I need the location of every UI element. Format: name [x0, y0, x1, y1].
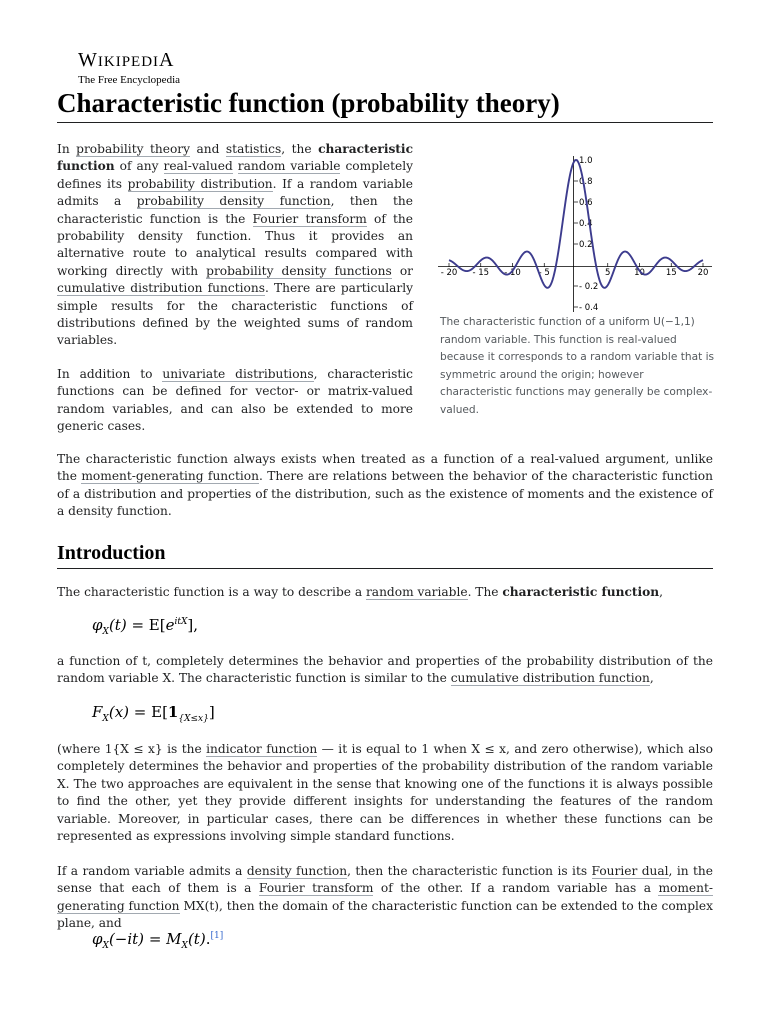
link-fourier-transform[interactable]: Fourier transform — [252, 211, 367, 226]
y-tick-label: 1.0 — [579, 156, 593, 166]
equation-cdf: $F_X(x) = E[1_{\{X\le x\}}]$ — [92, 703, 215, 724]
logo-wordmark: WIKIPEDIA — [78, 49, 175, 71]
link-density-function[interactable]: density function — [246, 864, 348, 878]
section-paragraph-2: a function of t, completely determines the behavior and properties of the probability distribution of the random variable X. The characteristic function is similar to the cumulative distribution function, — [57, 654, 713, 686]
y-tick-label: - 0.2 — [579, 282, 599, 292]
section-paragraph-4: If a random variable admits a density function, then the characteristic function is its Fourier dual, in the sense that each of them is a Fourier transform of the other. If a random variable has a moment-generating function MX(t), then the domain of the characteristic function can be extended to the complex plane, and — [57, 864, 714, 931]
x-tick-label: 15 — [665, 268, 677, 278]
link-indicator-function[interactable]: indicator function — [206, 742, 318, 756]
x-tick-label: - 5 — [538, 268, 550, 278]
page-title: Characteristic function (probability theory) — [57, 86, 713, 123]
link-real-valued[interactable]: real-valued — [163, 159, 233, 174]
y-tick-label: - 0.4 — [579, 303, 599, 313]
link-cumulative-distribution-functions[interactable]: cumulative distribution functions — [57, 281, 265, 296]
x-tick-label: 10 — [634, 268, 645, 278]
x-tick-label: - 20 — [440, 268, 458, 278]
link-moment-generating-function[interactable]: moment-generating function — [81, 469, 259, 484]
link-fourier-dual[interactable]: Fourier dual — [591, 864, 669, 878]
link-fourier-transform-2[interactable]: Fourier transform — [258, 881, 374, 896]
link-probability-density-function[interactable]: probability density function — [136, 194, 331, 209]
y-tick-label: 0.2 — [579, 240, 593, 250]
x-tick-label: - 15 — [472, 268, 490, 278]
link-random-variable[interactable]: random variable — [237, 159, 341, 174]
section-heading-introduction: Introduction — [57, 540, 713, 569]
link-probability-density-functions[interactable]: probability density functions — [206, 263, 392, 278]
link-random-variable-2[interactable]: random variable — [365, 585, 468, 599]
wikipedia-logo[interactable] — [78, 50, 180, 86]
x-tick-label: 5 — [605, 268, 611, 278]
link-cumulative-distribution-function[interactable]: cumulative distribution function — [450, 671, 650, 686]
link-univariate-distributions[interactable]: univariate distributions — [162, 367, 314, 381]
logo-tagline: The Free Encyclopedia — [78, 74, 181, 86]
x-tick-label: 20 — [697, 268, 709, 278]
link-probability-distribution[interactable]: probability distribution — [127, 176, 273, 191]
intro-paragraph-2: In addition to univariate distributions, characteristic functions can be defined for vector- or matrix-valued random variables, and can also be extended to more generic cases. — [57, 367, 413, 434]
section-paragraph-1: The characteristic function is a way to describe a random variable. The characteristic function, — [57, 585, 664, 599]
link-probability-theory[interactable]: probability theory — [76, 142, 190, 156]
figure-caption: The characteristic function of a uniform U(−1,1) random variable. This function is real-valued because it corresponds to a random variable that is symmetric around the origin; however characteristic functions may generally be complex-valued. — [440, 316, 715, 416]
link-statistics[interactable]: statistics — [225, 142, 282, 156]
equation-characteristic-function: $\varphi_X(t) = E[e^{itX}]$, — [92, 616, 198, 637]
equation-mgf-relation: $\varphi_X(-it) = M_X(t).[1]$ — [92, 930, 224, 951]
reference-1[interactable]: [1] — [210, 931, 224, 941]
y-tick-label: 0.4 — [579, 219, 593, 229]
y-tick-label: 0.6 — [579, 198, 593, 208]
link-moment-generating-function-2[interactable]: moment-generating function — [57, 881, 714, 913]
section-paragraph-3: (where 1{X ≤ x} is the indicator function — it is equal to 1 when X ≤ x, and zero otherwise), which also completely determines the behavior and properties of the probability distribution of the random variable X. The two approaches are equivalent in the sense that knowing one of the functions it is always possible to find the other, yet they provide different insights for understanding the features of the random variable. Moreover, in particular cases, there can be differences in whether these functions can be represented as expressions involving simple standard functions. — [57, 742, 713, 844]
intro-paragraph-1: In probability theory and statistics, the characteristic function of any real-valued random variable completely defines its probability distribution. If a random variable admits a probability density function, then the characteristic function is the Fourier transform of the probability density function. Thus it provides an alternative route to analytical results compared with working directly with probability density functions or cumulative distribution functions. There are particularly simple results for the characteristic functions of distributions defined by the weighted sums of random variables. — [57, 142, 413, 348]
intro-paragraph-3: The characteristic function always exists when treated as a function of a real-valued argument, unlike the moment-generating function. There are relations between the behavior of the characteristic function of a distribution and properties of the distribution, such as the existence of moments and the existence of a density function. — [57, 452, 713, 519]
characteristic-function-plot — [434, 150, 714, 315]
x-tick-label: - 10 — [504, 268, 521, 278]
y-tick-label: 0.8 — [579, 177, 593, 187]
